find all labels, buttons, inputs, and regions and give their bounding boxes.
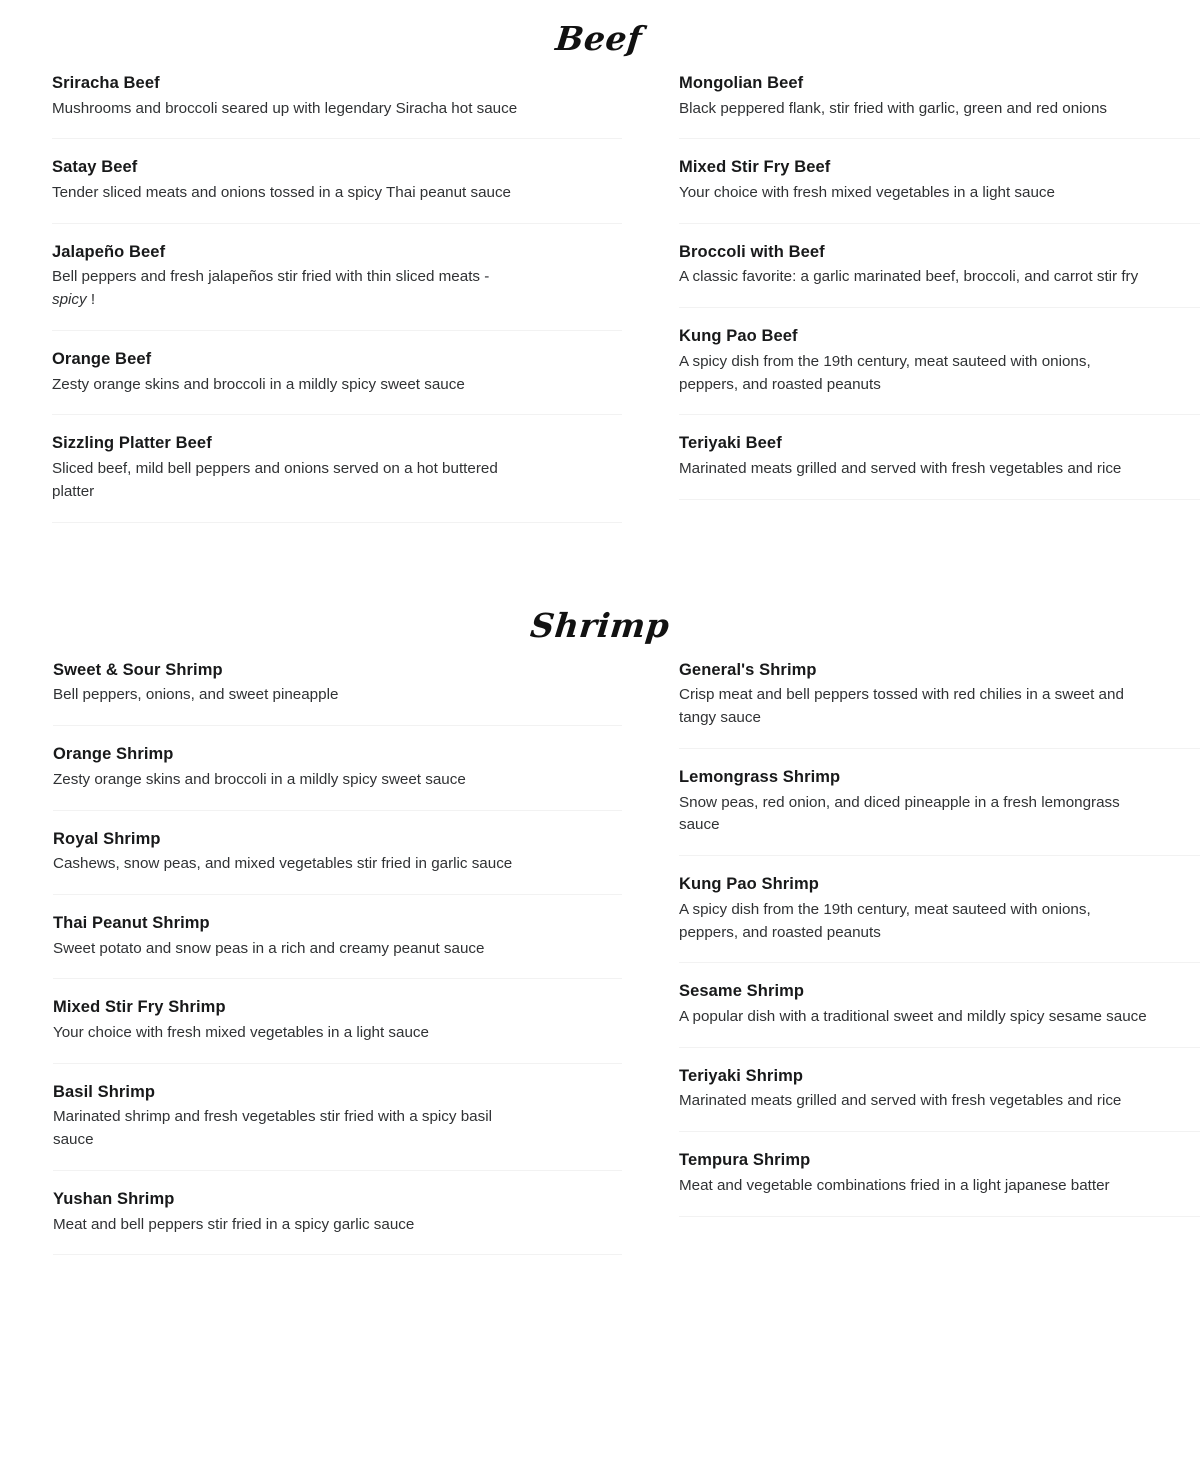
section-body-shrimp xyxy=(0,642,1200,1256)
menu-item[interactable] xyxy=(679,749,1200,856)
dish-description: Snow peas, red onion, and diced pineapple in a fresh lemongrass sauce xyxy=(679,793,1120,834)
dish-description: Sweet potato and snow peas in a rich and creamy peanut sauce xyxy=(53,939,485,957)
dish-name: Sriracha Beef xyxy=(52,74,160,92)
menu-item[interactable] xyxy=(679,55,1200,139)
dish-description: Your choice with fresh mixed vegetables in a light sauce xyxy=(679,184,1055,202)
dish-name: Tempura Shrimp xyxy=(679,1151,811,1170)
dish-description: A spicy dish from the 19th century, meat sauteed with onions, peppers, and roasted peanuts xyxy=(679,352,1091,393)
section-body-beef xyxy=(0,55,1200,523)
menu-section-shrimp xyxy=(0,605,1200,1256)
dish-name: Teriyaki Beef xyxy=(679,434,782,453)
menu-item[interactable] xyxy=(53,979,622,1063)
dish-description: Marinated meats grilled and served with fresh vegetables and rice xyxy=(679,1092,1122,1110)
menu-item[interactable] xyxy=(53,895,622,979)
dish-description xyxy=(52,266,522,312)
menu-item[interactable] xyxy=(679,1132,1200,1216)
dish-name: Orange Shrimp xyxy=(53,745,174,764)
dish-name: General's Shrimp xyxy=(679,660,817,679)
dish-name: Teriyaki Shrimp xyxy=(679,1066,804,1085)
dish-name: Basil Shrimp xyxy=(53,1082,156,1101)
dish-name: Royal Shrimp xyxy=(53,829,161,848)
dish-description: Tender sliced meats and onions tossed in a spicy Thai peanut sauce xyxy=(52,184,511,202)
dish-name: Lemongrass Shrimp xyxy=(679,767,841,786)
dish-description: A spicy dish from the 19th century, meat sauteed with onions, peppers, and roasted peanuts xyxy=(679,900,1091,941)
section-spacer xyxy=(0,523,1200,609)
menu-item[interactable] xyxy=(52,224,622,331)
menu-item[interactable] xyxy=(52,55,622,139)
menu-item[interactable] xyxy=(679,856,1200,963)
dish-name: Sesame Shrimp xyxy=(679,982,805,1001)
menu-item[interactable] xyxy=(52,331,622,415)
shrimp-column-left xyxy=(0,642,622,1256)
beef-column-left xyxy=(0,55,622,523)
dish-name: Satay Beef xyxy=(52,158,138,177)
dish-description-text: Bell peppers and fresh jalapeños stir fried with thin sliced meats - xyxy=(52,268,490,286)
section-heading-shrimp: Shrimp xyxy=(528,605,672,645)
menu-item[interactable] xyxy=(53,811,622,895)
dish-description: Meat and bell peppers stir fried in a spicy garlic sauce xyxy=(53,1215,415,1233)
dish-name: Sizzling Platter Beef xyxy=(52,434,212,453)
dish-name: Kung Pao Beef xyxy=(679,327,798,346)
dish-description: A popular dish with a traditional sweet and mildly spicy sesame sauce xyxy=(679,1007,1147,1025)
menu-section-beef xyxy=(0,0,1200,523)
dish-description: Your choice with fresh mixed vegetables in a light sauce xyxy=(53,1024,429,1042)
dish-spicy-emphasis: spicy xyxy=(52,291,87,309)
dish-description: Zesty orange skins and broccoli in a mildly spicy sweet sauce xyxy=(53,770,466,788)
dish-description: Sliced beef, mild bell peppers and onions served on a hot buttered platter xyxy=(52,460,498,500)
beef-column-right xyxy=(622,55,1200,500)
dish-description: Black peppered flank, stir fried with garlic, green and red onions xyxy=(679,99,1108,117)
menu-item[interactable] xyxy=(52,415,622,522)
dish-name: Yushan Shrimp xyxy=(53,1190,175,1209)
page-bottom-spacer xyxy=(0,1255,1200,1375)
dish-description: Crisp meat and bell peppers tossed with red chilies in a sweet and tangy sauce xyxy=(679,686,1124,727)
menu-item[interactable] xyxy=(679,963,1200,1047)
dish-name: Orange Beef xyxy=(52,350,152,369)
menu-item[interactable] xyxy=(53,1171,622,1255)
dish-name: Mongolian Beef xyxy=(679,74,804,92)
menu-item[interactable] xyxy=(53,1064,622,1171)
dish-description: A classic favorite: a garlic marinated beef, broccoli, and carrot stir fry xyxy=(679,268,1139,286)
dish-name: Jalapeño Beef xyxy=(52,242,166,261)
dish-description: Mushrooms and broccoli seared up with legendary Siracha hot sauce xyxy=(52,99,518,117)
menu-item[interactable] xyxy=(53,726,622,810)
menu-item[interactable] xyxy=(679,224,1200,308)
menu-item[interactable] xyxy=(679,415,1200,499)
menu-item[interactable] xyxy=(52,139,622,223)
dish-description: Marinated shrimp and fresh vegetables stir fried with a spicy basil sauce xyxy=(53,1108,492,1149)
section-heading-beef: Beef xyxy=(553,19,644,58)
dish-description: Meat and vegetable combinations fried in a light japanese batter xyxy=(679,1176,1110,1194)
dish-name: Thai Peanut Shrimp xyxy=(53,913,210,932)
menu-item[interactable] xyxy=(53,642,622,726)
menu-item[interactable] xyxy=(679,308,1200,415)
menu-item[interactable] xyxy=(679,1048,1200,1132)
dish-description: Marinated meats grilled and served with fresh vegetables and rice xyxy=(679,460,1122,478)
menu-item[interactable] xyxy=(679,642,1200,749)
dish-name: Mixed Stir Fry Shrimp xyxy=(53,998,226,1017)
dish-description: Cashews, snow peas, and mixed vegetables stir fried in garlic sauce xyxy=(53,855,513,873)
dish-name: Kung Pao Shrimp xyxy=(679,875,819,894)
dish-description: Zesty orange skins and broccoli in a mildly spicy sweet sauce xyxy=(52,375,465,393)
dish-name: Mixed Stir Fry Beef xyxy=(679,158,831,177)
dish-description-suffix: ! xyxy=(86,291,96,309)
dish-description: Bell peppers, onions, and sweet pineapple xyxy=(53,686,339,704)
shrimp-column-right xyxy=(622,642,1200,1217)
menu-item[interactable] xyxy=(679,139,1200,223)
dish-name: Broccoli with Beef xyxy=(679,242,825,261)
dish-name: Sweet & Sour Shrimp xyxy=(53,660,223,679)
